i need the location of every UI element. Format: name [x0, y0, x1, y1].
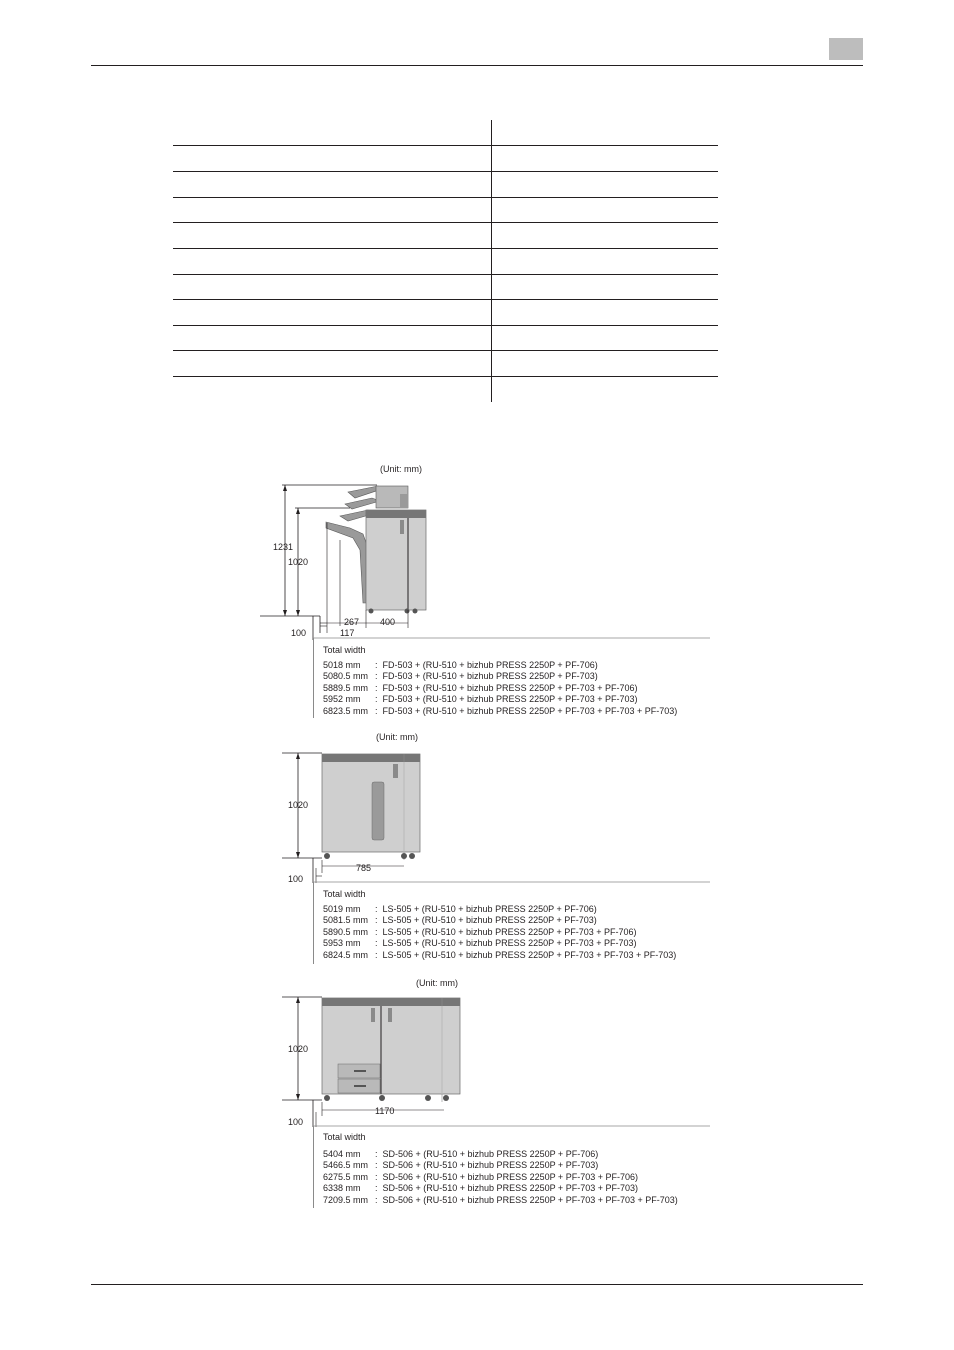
table-row-line	[173, 350, 718, 351]
table-row-line	[173, 325, 718, 326]
list-item: 5953 mm : LS-505 + (RU-510 + bizhub PRESS 2250P + PF-703 + PF-703)	[323, 938, 637, 948]
figure-1-body-width: 400	[380, 617, 396, 627]
chapter-tab-badge	[829, 38, 863, 60]
list-item: 5889.5 mm : FD-503 + (RU-510 + bizhub PRESS 2250P + PF-703 + PF-706)	[323, 682, 638, 693]
list-item: 5080.5 mm : FD-503 + (RU-510 + bizhub PRESS 2250P + PF-703)	[323, 671, 598, 681]
figure-1-vertical-rule	[313, 638, 314, 718]
figure-3-left-offset: 100	[288, 1117, 304, 1127]
figure-3-drawing	[260, 992, 720, 1132]
figure-2-height: 1020	[288, 800, 309, 810]
table-row-line	[173, 248, 718, 249]
figure-1-drawing	[260, 478, 720, 643]
figure-2-body-width: 785	[356, 863, 372, 873]
figure-2-left-offset: 100	[288, 874, 304, 884]
figure-1-total-width-label: Total width	[323, 645, 366, 655]
list-item: 7209.5 mm : SD-506 + (RU-510 + bizhub PRESS 2250P + PF-703 + PF-703 + PF-703)	[323, 1194, 678, 1205]
table-row-line	[173, 171, 718, 172]
figure-2-total-width-label: Total width	[323, 889, 366, 899]
figure-1-unit-label: (Unit: mm)	[380, 464, 422, 474]
list-item: 5019 mm : LS-505 + (RU-510 + bizhub PRESS 2250P + PF-706)	[323, 903, 597, 914]
list-item: 5466.5 mm : SD-506 + (RU-510 + bizhub PRESS 2250P + PF-703)	[323, 1160, 599, 1170]
figure-2-unit-label: (Unit: mm)	[376, 732, 418, 742]
list-item: 6823.5 mm : FD-503 + (RU-510 + bizhub PRESS 2250P + PF-703 + PF-703 + PF-703)	[323, 705, 678, 716]
table-row-line	[173, 222, 718, 223]
spec-table	[173, 120, 718, 402]
list-item: 5081.5 mm : LS-505 + (RU-510 + bizhub PRESS 2250P + PF-703)	[323, 915, 597, 925]
figure-1-height-total: 1231	[273, 542, 294, 552]
table-row-line	[173, 299, 718, 300]
figure-3-vertical-rule	[313, 1126, 314, 1208]
table-column-divider	[491, 120, 492, 402]
figure-1-tray-b: 117	[340, 628, 355, 638]
footer-rule	[91, 1284, 863, 1285]
figure-3-total-width-label: Total width	[323, 1132, 366, 1142]
figure-2-width-list	[323, 889, 676, 961]
figure-2-vertical-rule	[313, 882, 314, 964]
figure-3-width-list	[323, 1132, 678, 1206]
figure-3-height: 1020	[288, 1044, 309, 1054]
table-row-line	[173, 274, 718, 275]
list-item: 6824.5 mm : LS-505 + (RU-510 + bizhub PRESS 2250P + PF-703 + PF-703 + PF-703)	[323, 949, 677, 960]
figure-1-left-offset: 100	[291, 628, 307, 638]
figure-1-height: 1020	[288, 557, 309, 567]
list-item: 5018 mm : FD-503 + (RU-510 + bizhub PRESS 2250P + PF-706)	[323, 659, 598, 670]
table-row-line	[173, 145, 718, 146]
figure-2-drawing	[260, 748, 720, 888]
table-row-line	[173, 376, 718, 377]
table-row-line	[173, 197, 718, 198]
figure-1-width-list	[323, 645, 677, 717]
list-item: 6275.5 mm : SD-506 + (RU-510 + bizhub PRESS 2250P + PF-703 + PF-706)	[323, 1171, 638, 1182]
list-item: 5404 mm : SD-506 + (RU-510 + bizhub PRESS 2250P + PF-706)	[323, 1148, 599, 1159]
list-item: 5890.5 mm : LS-505 + (RU-510 + bizhub PRESS 2250P + PF-703 + PF-706)	[323, 926, 637, 937]
list-item: 5952 mm : FD-503 + (RU-510 + bizhub PRESS 2250P + PF-703 + PF-703)	[323, 694, 638, 704]
figure-3-body-width: 1170	[375, 1106, 395, 1116]
header-rule	[91, 65, 863, 66]
figure-3-unit-label: (Unit: mm)	[416, 978, 458, 988]
list-item: 6338 mm : SD-506 + (RU-510 + bizhub PRESS 2250P + PF-703 + PF-703)	[323, 1183, 638, 1193]
figure-1-tray-a: 267	[344, 617, 360, 627]
